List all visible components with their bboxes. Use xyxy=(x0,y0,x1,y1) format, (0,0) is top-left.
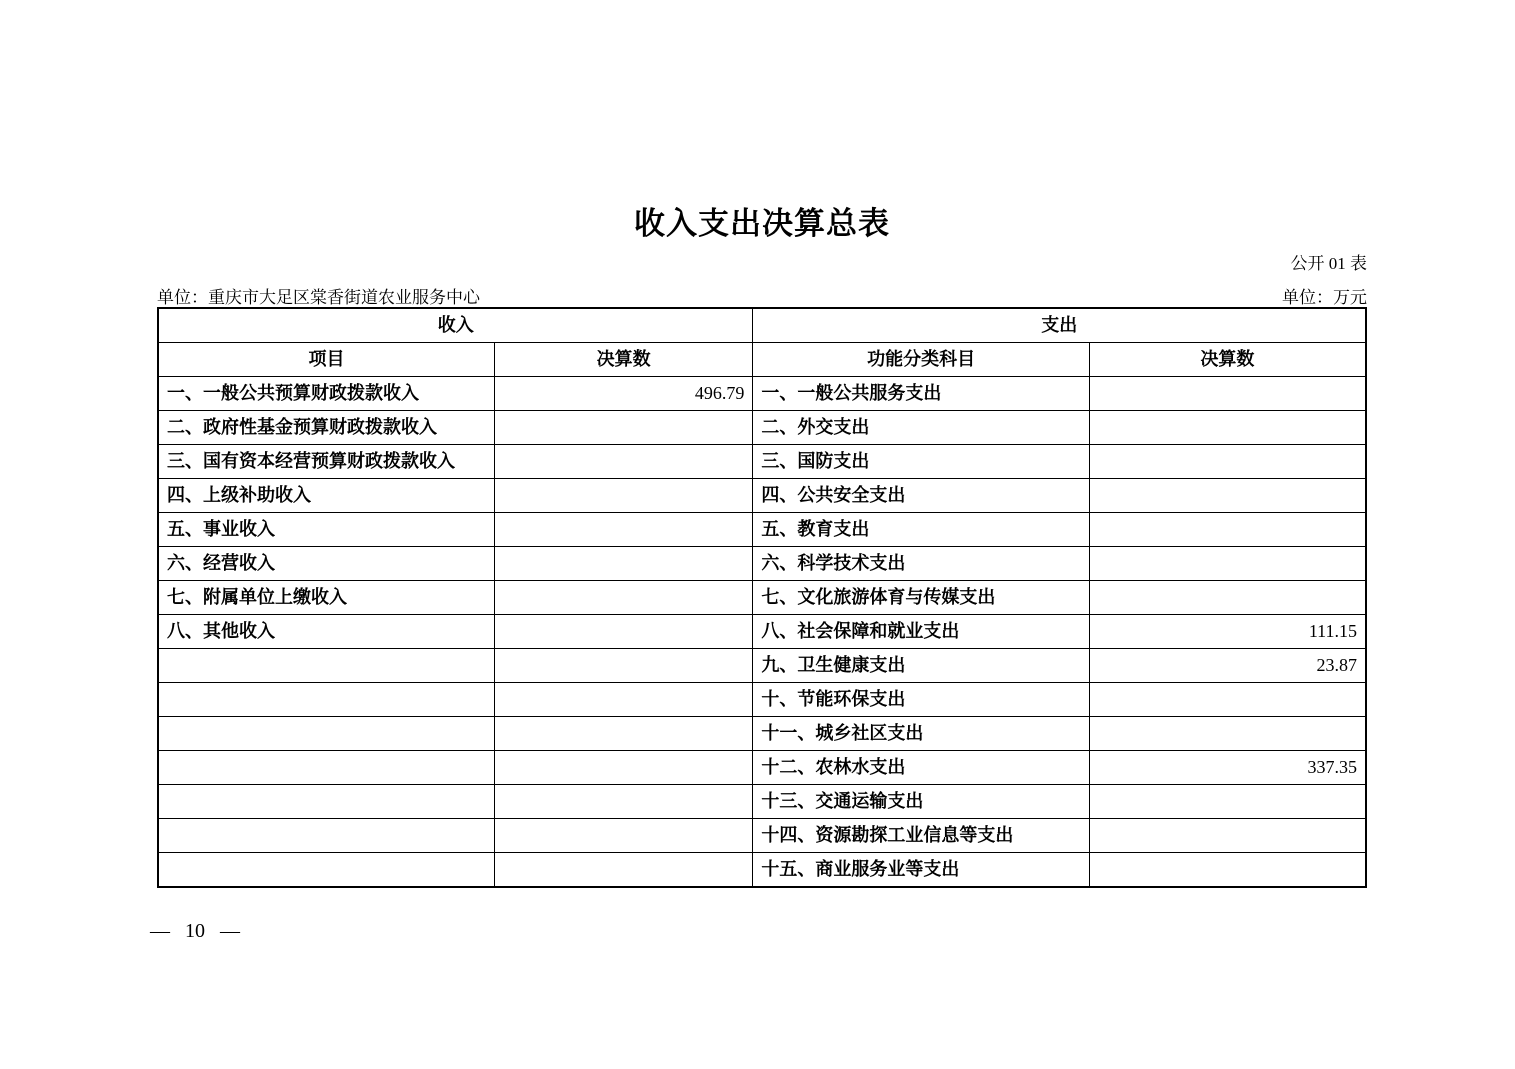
table-row xyxy=(158,717,1366,751)
income-value-cell xyxy=(494,513,753,547)
expense-item-cell: 四、公共安全支出 xyxy=(753,479,1089,513)
expense-item-cell: 五、教育支出 xyxy=(753,513,1089,547)
table-row xyxy=(158,581,1366,615)
table-row xyxy=(158,683,1366,717)
income-value-cell xyxy=(494,615,753,649)
income-item-cell xyxy=(158,751,494,785)
table-row xyxy=(158,615,1366,649)
income-value-cell xyxy=(494,819,753,853)
income-value-cell xyxy=(494,751,753,785)
table-row xyxy=(158,479,1366,513)
income-item-cell xyxy=(158,785,494,819)
unit-currency: 单位：万元 xyxy=(1282,288,1367,307)
income-value-cell xyxy=(494,479,753,513)
table-row xyxy=(158,751,1366,785)
expense-item-cell: 一、一般公共服务支出 xyxy=(753,377,1089,411)
income-item-cell: 七、附属单位上缴收入 xyxy=(158,581,494,615)
expense-section-header: 支出 xyxy=(753,308,1366,343)
expense-item-cell: 十一、城乡社区支出 xyxy=(753,717,1089,751)
expense-value-cell xyxy=(1089,819,1366,853)
expense-value-cell xyxy=(1089,411,1366,445)
table-row xyxy=(158,513,1366,547)
income-value-cell xyxy=(494,411,753,445)
expense-value-col-header: 决算数 xyxy=(1089,343,1366,377)
expense-item-cell: 十二、农林水支出 xyxy=(753,751,1089,785)
table-row xyxy=(158,785,1366,819)
income-item-cell xyxy=(158,853,494,888)
income-item-cell: 六、经营收入 xyxy=(158,547,494,581)
expense-value-cell xyxy=(1089,785,1366,819)
expense-value-cell xyxy=(1089,853,1366,888)
table-row xyxy=(158,547,1366,581)
income-item-cell: 二、政府性基金预算财政拨款收入 xyxy=(158,411,494,445)
expense-item-cell: 八、社会保障和就业支出 xyxy=(753,615,1089,649)
expense-item-cell: 二、外交支出 xyxy=(753,411,1089,445)
expense-value-cell xyxy=(1089,479,1366,513)
income-value-cell xyxy=(494,717,753,751)
table-row xyxy=(158,377,1366,411)
expense-value-cell xyxy=(1089,717,1366,751)
income-item-cell xyxy=(158,649,494,683)
expense-value-cell xyxy=(1089,581,1366,615)
income-item-cell xyxy=(158,683,494,717)
income-value-cell xyxy=(494,853,753,888)
income-item-col-header: 项目 xyxy=(158,343,494,377)
expense-item-cell: 三、国防支出 xyxy=(753,445,1089,479)
income-value-cell xyxy=(494,547,753,581)
table-code: 公开 01 表 xyxy=(1290,254,1367,273)
expense-value-cell xyxy=(1089,377,1366,411)
income-item-cell xyxy=(158,819,494,853)
expense-item-cell: 十三、交通运输支出 xyxy=(753,785,1089,819)
income-value-col-header: 决算数 xyxy=(494,343,753,377)
income-value-cell xyxy=(494,649,753,683)
income-item-cell: 三、国有资本经营预算财政拨款收入 xyxy=(158,445,494,479)
income-item-cell: 四、上级补助收入 xyxy=(158,479,494,513)
table-row xyxy=(158,649,1366,683)
expense-item-cell: 十四、资源勘探工业信息等支出 xyxy=(753,819,1089,853)
page-title: 收入支出决算总表 xyxy=(634,206,890,241)
column-header-row xyxy=(158,343,1366,377)
income-value-cell: 496.79 xyxy=(494,377,753,411)
expense-value-cell xyxy=(1089,445,1366,479)
page-number: — 10 — xyxy=(150,920,240,942)
expense-item-cell: 七、文化旅游体育与传媒支出 xyxy=(753,581,1089,615)
income-value-cell xyxy=(494,581,753,615)
income-section-header: 收入 xyxy=(158,308,753,343)
expense-item-cell: 十五、商业服务业等支出 xyxy=(753,853,1089,888)
table-row xyxy=(158,853,1366,888)
income-item-cell: 一、一般公共预算财政拨款收入 xyxy=(158,377,494,411)
section-header-row xyxy=(158,308,1366,343)
unit-line xyxy=(157,283,1367,308)
income-item-cell xyxy=(158,717,494,751)
income-value-cell xyxy=(494,445,753,479)
expense-value-cell: 23.87 xyxy=(1089,649,1366,683)
table-row xyxy=(158,445,1366,479)
expense-value-cell: 111.15 xyxy=(1089,615,1366,649)
table-row xyxy=(158,819,1366,853)
income-value-cell xyxy=(494,683,753,717)
expense-value-cell xyxy=(1089,683,1366,717)
budget-summary-table xyxy=(157,307,1367,888)
unit-name: 单位：重庆市大足区棠香街道农业服务中心 xyxy=(157,288,480,307)
expense-item-cell: 十、节能环保支出 xyxy=(753,683,1089,717)
income-value-cell xyxy=(494,785,753,819)
income-item-cell: 五、事业收入 xyxy=(158,513,494,547)
income-item-cell: 八、其他收入 xyxy=(158,615,494,649)
expense-value-cell xyxy=(1089,547,1366,581)
table-row xyxy=(158,411,1366,445)
expense-value-cell: 337.35 xyxy=(1089,751,1366,785)
expense-item-cell: 九、卫生健康支出 xyxy=(753,649,1089,683)
expense-value-cell xyxy=(1089,513,1366,547)
expense-item-cell: 六、科学技术支出 xyxy=(753,547,1089,581)
expense-item-col-header: 功能分类科目 xyxy=(753,343,1089,377)
